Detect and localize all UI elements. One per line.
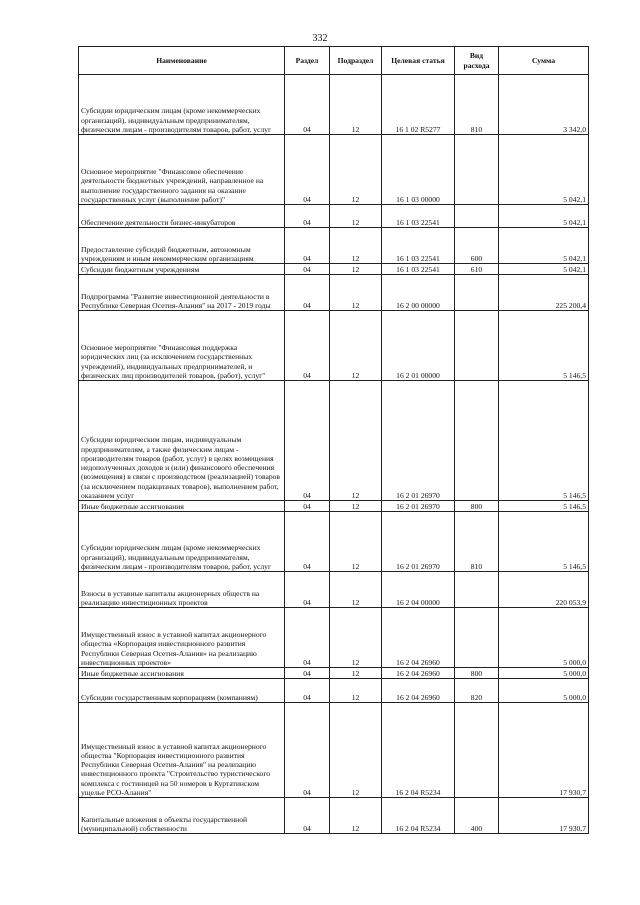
row-summa: 17 930,7 [499,703,589,798]
row-statya: 16 2 04 26960 [382,668,455,679]
table-row [79,679,589,703]
row-vid: 800 [455,501,499,512]
row-statya: 16 2 04 26960 [382,608,455,668]
row-razdel: 04 [285,205,330,228]
row-razdel: 04 [285,75,330,135]
table-row [79,311,589,381]
row-summa: 5 146,5 [499,501,589,512]
row-razdel: 04 [285,512,330,572]
row-podrazdel: 12 [330,205,382,228]
row-razdel: 04 [285,798,330,834]
table-row [79,135,589,205]
row-podrazdel: 12 [330,75,382,135]
row-name: Имущественный взнос в уставной капитал акционерного общества «Корпорация инвестиционного развития Республики Северная Осетия-Алания» на реализацию инвестиционных проектов» [79,608,285,668]
row-vid [455,572,499,608]
col-header-podrazdel: Подраздел [330,47,382,75]
row-vid [455,205,499,228]
col-header-name: Наименование [79,47,285,75]
table-row [79,228,589,264]
row-summa: 5 042,1 [499,135,589,205]
row-name: Взносы в уставные капиталы акционерных обществ на реализацию инвестиционных проектов [79,572,285,608]
row-statya: 16 1 03 22541 [382,205,455,228]
row-name: Имущественный взнос в уставной капитал акционерного общества "Корпорация инвестиционного развития Республики Северная Осетия-Алания" на реализацию инвестиционного проекта "Строительство туристического комплекса с гостиницей на 50 номеров в Куртатинском ущелье РСО-Алания" [79,703,285,798]
budget-table [78,46,589,834]
row-vid [455,135,499,205]
col-header-vid: Вид расхода [455,47,499,75]
table-row [79,205,589,228]
row-razdel: 04 [285,264,330,275]
row-name: Субсидии бюджетным учреждениям [79,264,285,275]
table-row [79,668,589,679]
row-razdel: 04 [285,679,330,703]
table-row [79,608,589,668]
row-podrazdel: 12 [330,608,382,668]
row-vid: 400 [455,798,499,834]
row-name: Обеспечение деятельности бизнес-инкубаторов [79,205,285,228]
row-podrazdel: 12 [330,135,382,205]
row-statya: 16 2 00 00000 [382,275,455,311]
row-razdel: 04 [285,608,330,668]
row-podrazdel: 12 [330,501,382,512]
row-statya: 16 2 04 R5234 [382,798,455,834]
row-summa: 5 146,5 [499,311,589,381]
row-statya: 16 1 03 22541 [382,228,455,264]
row-summa: 5 000,0 [499,668,589,679]
col-header-summa: Сумма [499,47,589,75]
row-razdel: 04 [285,381,330,501]
row-summa: 5 042,1 [499,228,589,264]
row-vid: 820 [455,679,499,703]
table-header-row [79,47,589,75]
row-statya: 16 2 04 26960 [382,679,455,703]
table-row [79,275,589,311]
row-statya: 16 2 01 26970 [382,512,455,572]
row-summa: 3 342,0 [499,75,589,135]
row-statya: 16 1 03 22541 [382,264,455,275]
table-row [79,798,589,834]
row-podrazdel: 12 [330,703,382,798]
row-vid: 600 [455,228,499,264]
row-vid [455,703,499,798]
row-statya: 16 1 03 00000 [382,135,455,205]
row-name: Субсидии государственным корпорациям (компаниям) [79,679,285,703]
table-row [79,572,589,608]
row-summa: 5 146,5 [499,381,589,501]
row-summa: 5 000,0 [499,608,589,668]
row-podrazdel: 12 [330,512,382,572]
row-podrazdel: 12 [330,679,382,703]
row-name: Субсидии юридическим лицам, индивидуальным предпринимателям, а также физическим лицам - производителям товаров (работ, услуг) в целях возмещения недополученных доходов и (или) финансового обеспечения (возмещения) в связи с производством (реализацией) товаров (за исключением подакцизных товаров), выполнением работ, оказанием услуг [79,381,285,501]
row-summa: 5 146,5 [499,512,589,572]
table-row [79,381,589,501]
row-razdel: 04 [285,501,330,512]
row-statya: 16 1 02 R5277 [382,75,455,135]
row-statya: 16 2 04 00000 [382,572,455,608]
row-vid [455,311,499,381]
row-name: Иные бюджетные ассигнования [79,501,285,512]
row-razdel: 04 [285,668,330,679]
row-podrazdel: 12 [330,798,382,834]
col-header-statya: Целевая статья [382,47,455,75]
row-name: Основное мероприятие "Финансовая поддержка юридических лиц (за исключением государственных учреждений), индивидуальных предпринимателей, и физических лиц производителей товаров, (работ), услуг" [79,311,285,381]
row-vid [455,275,499,311]
row-name: Подпрограмма "Развитие инвестиционной деятельности в Республике Северная Осетия-Алания" на 2017 - 2019 годы [79,275,285,311]
table-row [79,501,589,512]
row-statya: 16 2 01 00000 [382,311,455,381]
row-razdel: 04 [285,703,330,798]
row-name: Субсидии юридическим лицам (кроме некоммерческих организаций), индивидуальным предпринимателям, физическим лицам - производителям товаров, работ, услуг [79,75,285,135]
row-summa: 225 200,4 [499,275,589,311]
row-podrazdel: 12 [330,381,382,501]
row-razdel: 04 [285,572,330,608]
row-statya: 16 2 04 R5234 [382,703,455,798]
table-row [79,512,589,572]
row-name: Предоставление субсидий бюджетным, автономным учреждениям и иным некоммерческим организациям [79,228,285,264]
row-podrazdel: 12 [330,275,382,311]
row-summa: 5 042,1 [499,205,589,228]
table-row [79,264,589,275]
row-podrazdel: 12 [330,311,382,381]
table-row [79,75,589,135]
table-row [79,703,589,798]
row-podrazdel: 12 [330,572,382,608]
row-summa: 220 053,9 [499,572,589,608]
row-vid [455,381,499,501]
row-name: Основное мероприятие "Финансовое обеспечение деятельности бюджетных учреждений, направленное на выполнение государственного задания на оказание государственных услуг (выполнение работ)" [79,135,285,205]
page-number: 332 [312,33,328,44]
row-name: Иные бюджетные ассигнования [79,668,285,679]
row-summa: 17 930,7 [499,798,589,834]
row-podrazdel: 12 [330,264,382,275]
row-razdel: 04 [285,228,330,264]
row-summa: 5 042,1 [499,264,589,275]
row-vid [455,608,499,668]
col-header-razdel: Раздел [285,47,330,75]
row-name: Капитальные вложения в объекты государственной (муниципальной) собственности [79,798,285,834]
row-statya: 16 2 01 26970 [382,381,455,501]
row-razdel: 04 [285,135,330,205]
row-summa: 5 000,0 [499,679,589,703]
row-razdel: 04 [285,311,330,381]
row-vid: 610 [455,264,499,275]
row-podrazdel: 12 [330,228,382,264]
row-name: Субсидии юридическим лицам (кроме некоммерческих организаций), индивидуальным предпринимателям, физическим лицам - производителям товаров, работ, услуг [79,512,285,572]
row-statya: 16 2 01 26970 [382,501,455,512]
row-vid: 800 [455,668,499,679]
row-vid: 810 [455,512,499,572]
row-razdel: 04 [285,275,330,311]
row-vid: 810 [455,75,499,135]
row-podrazdel: 12 [330,668,382,679]
